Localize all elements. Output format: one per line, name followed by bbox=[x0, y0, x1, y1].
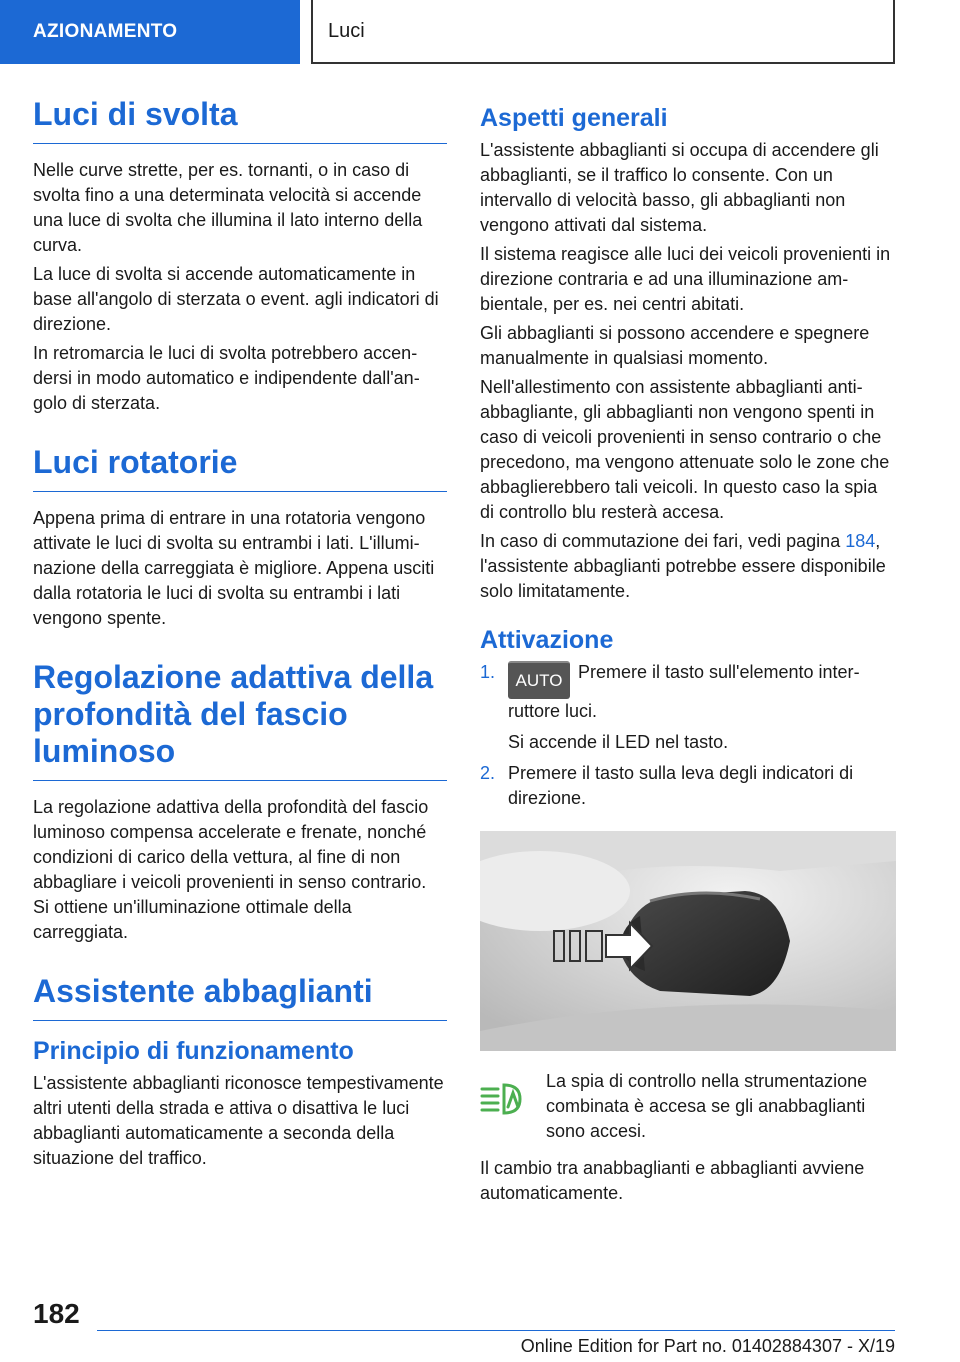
indicator-text: La spia di controllo nella strumentazione combinata è accesa se gli anabbaglianti sono accesi. bbox=[546, 1070, 868, 1141]
lever-illustration bbox=[480, 831, 896, 1051]
page-number: 182 bbox=[33, 1298, 80, 1329]
step-note: Si accende il LED nel tasto. bbox=[508, 731, 729, 752]
paragraph: Nell'allestimento con assistente abbaglianti antiabbagliante, gli abbaglianti non vengono spenti in caso di veicoli provenienti in senso contrario o che precedono, ma vengono attenuate solo le zone che abbaglierebbero tali veicoli. In questo caso la spia di controllo blu resterà accesa. bbox=[480, 377, 890, 522]
paragraph: La luce di svolta si accende automaticamente in base all'angolo di sterzata o event. agli indicatori di direzione. bbox=[33, 264, 439, 334]
paragraph: In retromarcia le luci di svolta potrebbero accendersi in modo automatico e indipendente dall'angolo di sterzata. bbox=[33, 343, 420, 413]
indicator-note bbox=[480, 1069, 896, 1144]
section-tab: AZIONAMENTO bbox=[0, 0, 300, 64]
steps-list bbox=[480, 660, 896, 811]
paragraph: Il cambio tra anabbaglianti e abbaglianti avviene automaticamente. bbox=[480, 1157, 865, 1203]
heading-principio: Principio di funzionamento bbox=[33, 1037, 354, 1065]
paragraph: Gli abbaglianti si possono accendere e spegnere manualmente in qualsiasi momento. bbox=[480, 323, 870, 368]
heading-luci-di-svolta: Luci di svolta bbox=[33, 96, 447, 144]
paragraph: Il sistema reagisce alle luci dei veicoli provenienti in direzione contraria e ad una illuminazione ambientale, per es. nei centri abitati. bbox=[480, 244, 891, 314]
turn-signal-lever-photo bbox=[480, 831, 896, 1051]
heading-attivazione: Attivazione bbox=[480, 626, 614, 654]
step-number: 1. bbox=[480, 662, 496, 682]
paragraph: L'assistente abbaglianti si occupa di accendere gli abbaglianti, se il traffico lo consente. Con un intervallo di velocità basso, gli abbaglianti non vengono attivati dal sistema. bbox=[480, 140, 879, 235]
footer-divider bbox=[97, 1330, 895, 1331]
paragraph: Nelle curve strette, per es. tornanti, o in caso di svolta fino a una determinata velocità si accende una luce di svolta che illumina il lato interno della curva. bbox=[33, 160, 423, 255]
heading-regolazione-adattiva: Regolazione adattiva della profondità del fascio luminoso bbox=[33, 659, 447, 781]
heading-luci-rotatorie: Luci rotatorie bbox=[33, 444, 447, 492]
edition-info: Online Edition for Part no. 01402884307 - X/19 bbox=[520, 1336, 895, 1356]
high-beam-assist-indicator-icon bbox=[480, 1079, 528, 1119]
list-item: 1. AUTO Premere il tasto sull'elemento interruttore luci. Si accende il LED nel tasto. bbox=[480, 660, 896, 755]
paragraph: In caso di commutazione dei fari, vedi pagina 184, l'assistente abbaglianti potrebbe essere disponibile solo limitatamente. bbox=[480, 531, 886, 601]
paragraph: La regolazione adattiva della profondità del fascio luminoso compensa accelerate e frenate, nonché condizioni di carico della vettura, al fine di non abbagliare i veicoli provenienti in senso contrario. Si ottiene un'illuminazione ottimale della carreggiata. bbox=[33, 797, 429, 942]
heading-aspetti-generali: Aspetti generali bbox=[480, 104, 668, 132]
paragraph: L'assistente abbaglianti riconosce tempestivamente altri utenti della strada e attiva o disattiva le luci abbaglianti automaticamente a seconda della situazione del traffico. bbox=[33, 1073, 444, 1168]
page-link[interactable]: 184 bbox=[845, 531, 876, 551]
left-column bbox=[33, 96, 447, 1175]
right-column bbox=[480, 102, 896, 1210]
paragraph: Appena prima di entrare in una rotatoria vengono attivate le luci di svolta su entrambi i lati. L'illuminazione della carreggiata è migliore. Appena usciti dalla rotatoria le luci di svolta su entrambi i lati vengono spente. bbox=[33, 508, 435, 628]
chapter-title: Luci bbox=[311, 0, 895, 64]
page-header bbox=[0, 0, 960, 66]
step-number: 2. bbox=[480, 762, 496, 783]
list-item: 2. Premere il tasto sulla leva degli indicatori di direzione. bbox=[480, 762, 854, 808]
auto-button-icon: AUTO bbox=[508, 661, 570, 699]
heading-assistente-abbaglianti: Assistente abbaglianti bbox=[33, 973, 447, 1021]
